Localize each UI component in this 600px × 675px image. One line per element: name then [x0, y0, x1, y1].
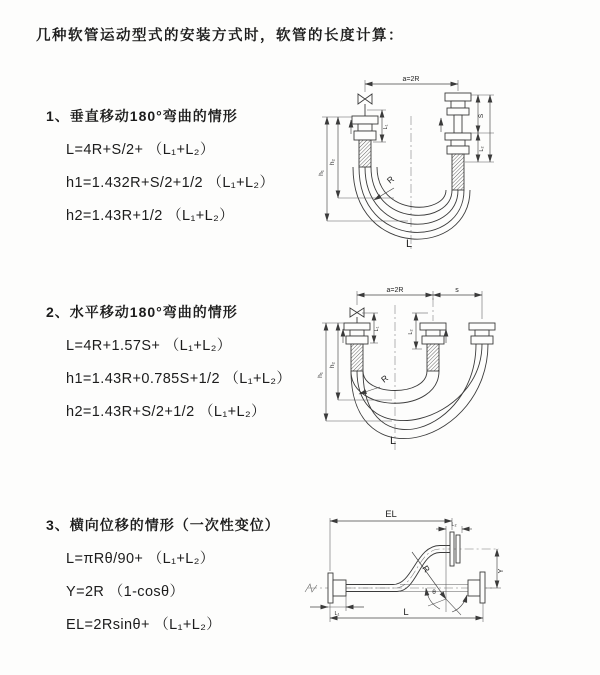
- formula-line: h1=1.432R+S/2+1/2 （L₁+L₂）: [66, 175, 275, 191]
- centerline: [395, 298, 433, 451]
- section-1: [46, 106, 321, 237]
- braided-hose: [359, 140, 371, 167]
- diagram-horizontal-180-bend: [312, 283, 600, 458]
- dim-label-l1: L₁: [383, 124, 389, 130]
- dim-label-s: S: [478, 113, 485, 119]
- formula-line: h2=1.43R+S/2+1/2 （L₁+L₂）: [66, 404, 266, 420]
- dimension-a2r: [357, 287, 482, 319]
- dim-label-s: s: [455, 287, 459, 294]
- dimension-el: [330, 509, 452, 571]
- formula-line: L=4R+1.57S+ （L₁+L₂）: [66, 338, 232, 354]
- radius-label: R: [420, 563, 433, 575]
- length-label: L: [405, 238, 413, 250]
- formula-line: h1=1.43R+0.785S+1/2 （L₁+L₂）: [66, 371, 292, 387]
- dim-label-l1: L₁: [374, 326, 380, 332]
- braided-hose: [427, 344, 439, 371]
- dim-label-l: L: [403, 607, 409, 618]
- dim-label-h1: h₁: [317, 372, 324, 378]
- dim-label-l2: L₂: [451, 522, 457, 528]
- radius-label: R: [379, 372, 391, 385]
- u-bend-hose: [351, 344, 488, 439]
- dim-label-h2: h₂: [329, 158, 336, 166]
- section-3: [46, 515, 321, 646]
- dim-label-el: EL: [385, 509, 397, 520]
- section-2-heading: 2、水平移动180°弯曲的情形: [46, 304, 238, 320]
- section-1-heading: 1、垂直移动180°弯曲的情形: [46, 108, 238, 124]
- left-pipe-flange: [352, 116, 378, 167]
- dimension-y: [486, 549, 505, 588]
- valve-icon: [358, 94, 372, 116]
- formula-line: EL=2Rsinθ+ （L₁+L₂）: [66, 617, 222, 633]
- middle-pipe-flange: [420, 323, 446, 371]
- valve-icon: [350, 308, 364, 323]
- dim-label-l1: L₁: [334, 611, 340, 617]
- dimension-a2r: [365, 76, 458, 92]
- dimension-l1: [310, 596, 364, 617]
- right-pipe-flange: [469, 323, 495, 344]
- diagram-vertical-180-bend: [308, 70, 600, 258]
- braided-hose: [351, 344, 363, 371]
- braided-hose: [452, 154, 464, 190]
- right-pipe-flange: [445, 93, 471, 190]
- radius-callout: [374, 174, 396, 200]
- formula-line: L=4R+S/2+ （L₁+L₂）: [66, 142, 215, 158]
- formula-line: h2=1.43R+1/2 （L₁+L₂）: [66, 208, 235, 224]
- dimension-l: [330, 603, 483, 622]
- dim-label-l2: L₂: [479, 146, 485, 152]
- dim-label-l2: L₂: [408, 329, 414, 335]
- theta-label: θ: [432, 589, 436, 596]
- page-title: 几种软管运动型式的安装方式时，软管的长度计算：: [36, 28, 404, 44]
- diagram-lateral-displacement: [300, 502, 600, 654]
- formula-line: Y=2R （1-cosθ）: [66, 584, 185, 600]
- length-label: L: [389, 435, 397, 447]
- section-3-heading: 3、横向位移的情形（一次性变位）: [46, 517, 280, 533]
- left-pipe-flange: [344, 323, 370, 371]
- ghost-straight-pipe: [400, 572, 485, 603]
- formula-line: L=πRθ/90+ （L₁+L₂）: [66, 551, 215, 567]
- dim-label-y: Y: [498, 568, 505, 574]
- dim-label-h2: h₂: [329, 361, 336, 369]
- radius-label: R: [384, 173, 396, 186]
- dim-label-a2r: a=2R: [386, 287, 404, 294]
- left-flange: [328, 573, 346, 603]
- dim-label-a2r: a=2R: [402, 76, 420, 83]
- section-2: [46, 302, 321, 433]
- dim-label-h1: h₁: [318, 170, 325, 176]
